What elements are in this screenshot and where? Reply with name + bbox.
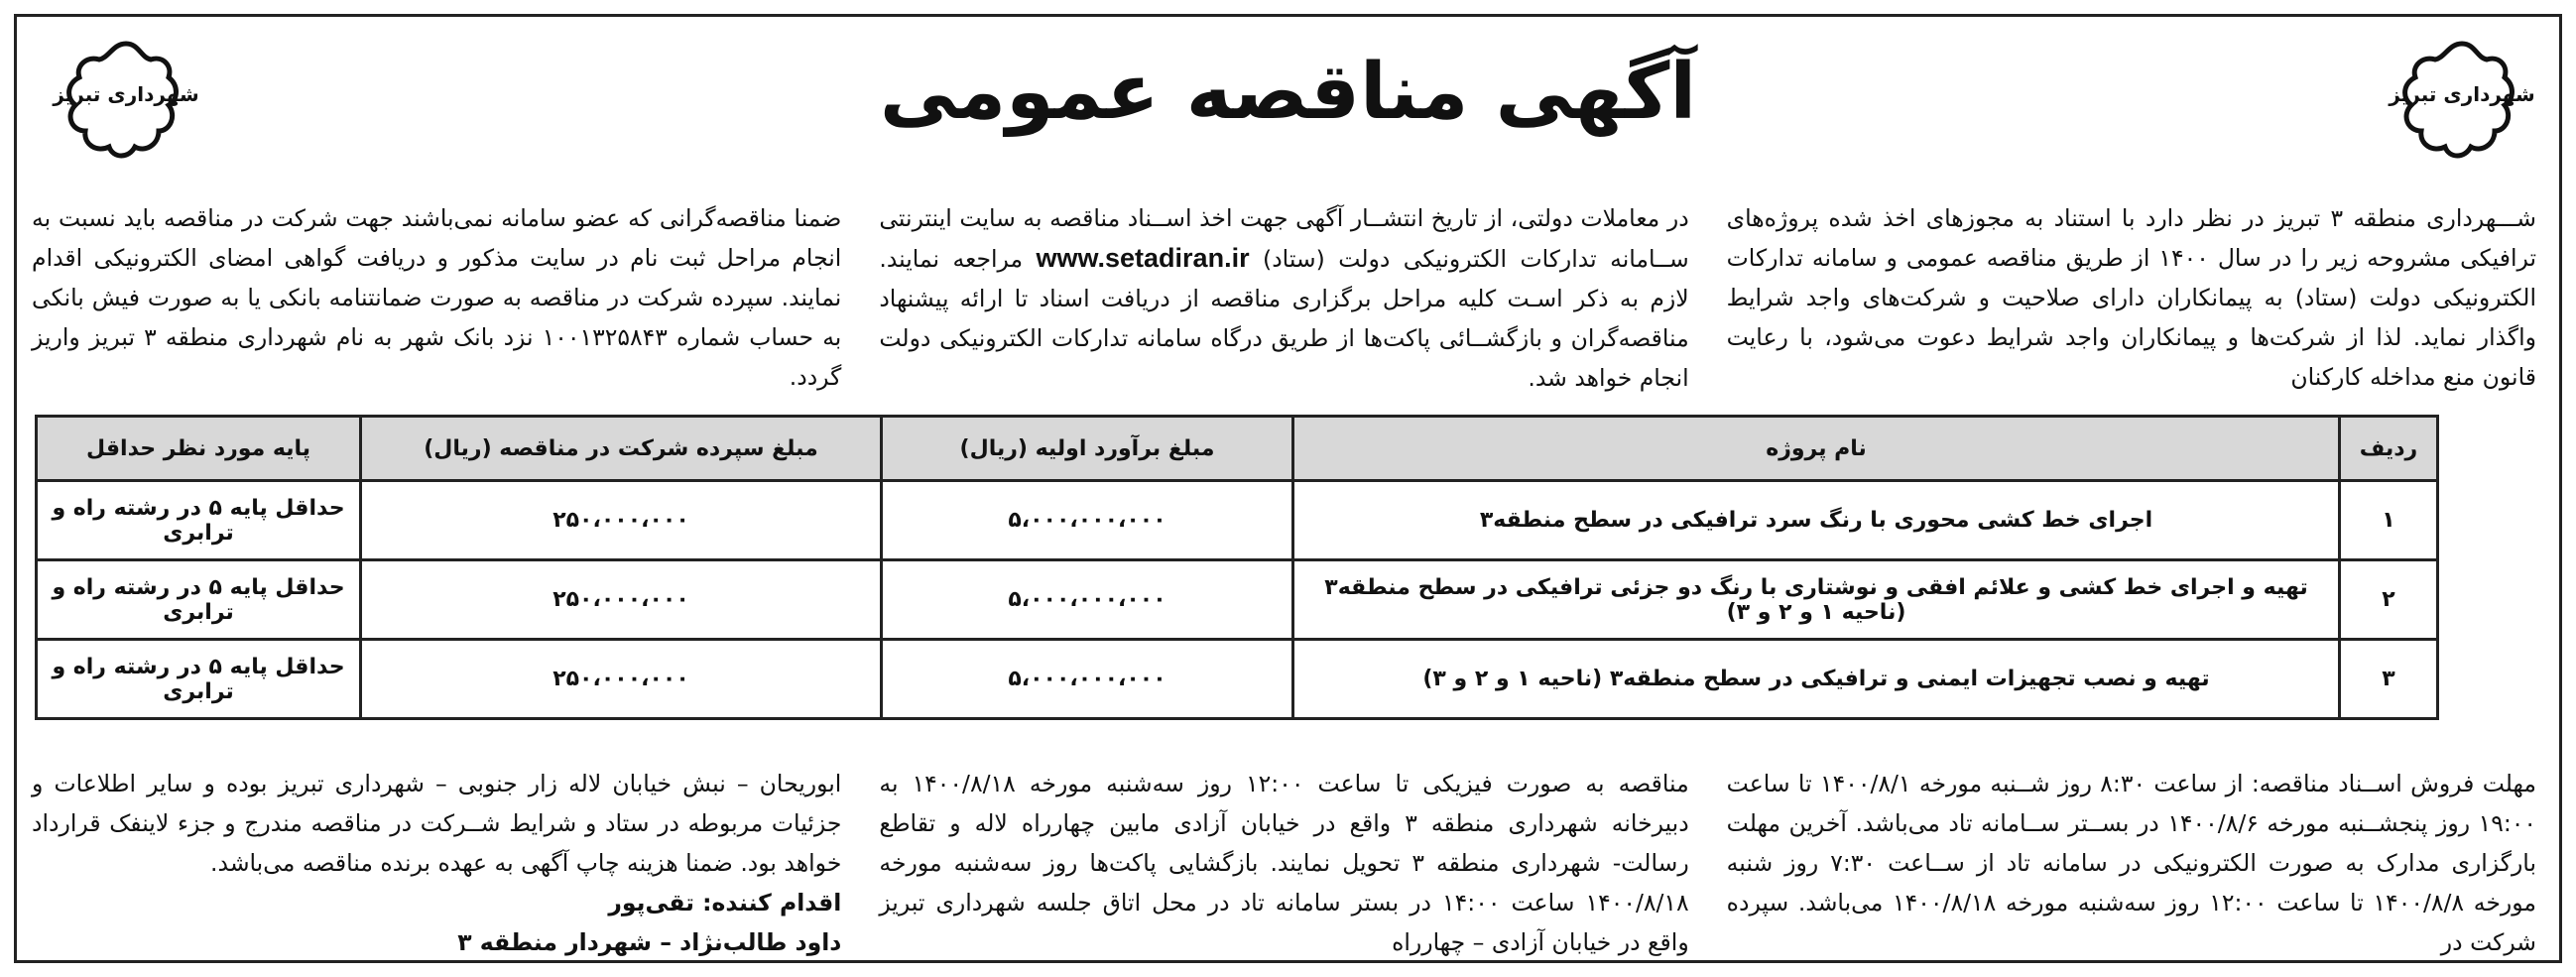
details-paragraph-3-text: ابوریحان – نبش خیابان لاله زار جنوبی – شهرداری تبریز بوده و سایر اطلاعات و جزئیات مربوطه در ستاد و شرایط شــرکت در مناقصه مندرج و جزء لاینفک قرارداد خواهد بود. ضمنا هزینه چاپ آگهی به عهده برنده مناقصه می‌باشد. — [32, 770, 842, 877]
row-number: ۳ — [2340, 640, 2438, 719]
table-row — [37, 560, 2438, 640]
deposit-amount: ۲۵۰،۰۰۰،۰۰۰ — [361, 481, 882, 560]
intro-paragraph-2-end: مراجعه نمایند. لازم به ذکر اسـت کلیه مراحل برگزاری مناقصه از دریافت اسناد تا ارائه پیشنهاد مناقصه‌گران و بازگشــائی پاکت‌ها از طریق درگاه سامانه تدارکات الکترونیکی دولت انجام خواهد شد. — [879, 245, 1689, 392]
header-grade: پایه مورد نظر حداقل — [37, 417, 361, 481]
details-paragraph-1: مهلت فروش اســناد مناقصه: از ساعت ۸:۳۰ روز شــنبه مورخه ۱۴۰۰/۸/۱ تا ساعت ۱۹:۰۰ روز پنجشــنبه مورخه ۱۴۰۰/۸/۶ در بســتر ســامانه تاد می‌باشد. آخرین مهلت بارگزاری مدارک به صورت الکترونیکی در سامانه تاد از ســاعت ۷:۳۰ روز شنبه مورخه ۱۴۰۰/۸/۸ تا ساعت ۱۲:۰۰ روز سه‌شنبه مورخه ۱۴۰۰/۸/۱۸ می‌باشد. سپرده شرکت در — [1726, 770, 2536, 956]
signature: داود طالب‌نژاد – شهردار منطقه ۳ — [457, 928, 842, 956]
minimum-grade: حداقل پایه ۵ در رشته راه و ترابری — [37, 481, 361, 560]
intro-paragraph-3: ضمنا مناقصه‌گرانی که عضو سامانه نمی‌باشند جهت شرکت در مناقصه باید نسبت به انجام مراحل ثبت نام در سایت مذکور و دریافت گواهی امضای الکترونیکی اقدام نمایند. سپرده شرکت در مناقصه به صورت ضمانتنامه بانکی یا به صورت فیش بانکی به حساب شماره ۱۰۰۱۳۲۵۸۴۳ نزد بانک شهر به نام شهرداری منطقه ۳ تبریز واریز گردد. — [32, 204, 842, 391]
details-paragraph-2: مناقصه به صورت فیزیکی تا ساعت ۱۲:۰۰ روز سه‌شنبه مورخه ۱۴۰۰/۸/۱۸ به دبیرخانه شهرداری منطقه ۳ واقع در خیابان آزادی مابین چهارراه لاله و تقاطع رسالت- شهرداری منطقه ۳ تحویل نمایند. بازگشایی پاکت‌ها روز سه‌شنبه مورخه ۱۴۰۰/۸/۱۸ ساعت ۱۴:۰۰ در بستر سامانه تاد در محل اتاق جلسه شهرداری تبریز واقع در خیابان آزادی – چهارراه — [879, 770, 1689, 956]
deposit-amount: ۲۵۰،۰۰۰،۰۰۰ — [361, 640, 882, 719]
projects-table — [35, 415, 2439, 720]
notice-title: آگهی مناقصه عمومی — [879, 48, 1697, 137]
intro-paragraph-1: شـــهرداری منطقه ۳ تبریز در نظر دارد با استناد به مجوزهای اخذ شده پروژه‌های ترافیکی مشروحه زیر را در سال ۱۴۰۰ از طریق مناقصه عمومی و سامانه تدارکات الکترونیکی دولت (ستاد) به پیمانکاران دارای صلاحیت و شرکت‌های واجد شرایط واگذار نماید. لذا از شرکت‌ها و پیمانکاران واجد شرایط دعوت می‌شود، با رعایت قانون منع مداخله کارکنان — [1726, 204, 2537, 391]
row-number: ۲ — [2340, 560, 2438, 640]
action-by: اقدام کننده: تقی‌پور — [608, 889, 842, 916]
intro-paragraph-2 — [879, 198, 1688, 397]
table-row — [37, 640, 2438, 719]
project-name: اجرای خط کشی محوری با رنگ سرد ترافیکی در سطح منطقه۳ — [1293, 481, 2340, 560]
project-name: تهیه و نصب تجهیزات ایمنی و ترافیکی در سطح منطقه۳ (ناحیه ۱ و ۲ و ۳) — [1293, 640, 2340, 719]
header-deposit: مبلغ سپرده شرکت در مناقصه (ریال) — [361, 417, 882, 481]
row-number: ۱ — [2340, 481, 2438, 560]
table-header-row — [37, 417, 2438, 481]
deposit-amount: ۲۵۰،۰۰۰،۰۰۰ — [361, 560, 882, 640]
details-section — [32, 764, 2536, 962]
minimum-grade: حداقل پایه ۵ در رشته راه و ترابری — [37, 640, 361, 719]
project-name: تهیه و اجرای خط کشی و علائم افقی و نوشتاری با رنگ دو جزئی ترافیکی در سطح منطقه۳ (ناحیه ۱ و ۲ و ۳) — [1293, 560, 2340, 640]
table-row — [37, 481, 2438, 560]
estimate-amount: ۵،۰۰۰،۰۰۰،۰۰۰ — [882, 560, 1293, 640]
header-row-no: ردیف — [2340, 417, 2438, 481]
header-estimate: مبلغ برآورد اولیه (ریال) — [882, 417, 1293, 481]
estimate-amount: ۵،۰۰۰،۰۰۰،۰۰۰ — [882, 481, 1293, 560]
minimum-grade: حداقل پایه ۵ در رشته راه و ترابری — [37, 560, 361, 640]
details-paragraph-3 — [32, 764, 841, 962]
header-project: نام پروژه — [1293, 417, 2340, 481]
logo-left-text: شهرداری تبریز — [53, 82, 199, 106]
intro-paragraph-2-start: در معاملات دولتی، از تاریخ انتشــار آگهی جهت اخذ اســناد مناقصه به سایت اینترنتی ســامانه تدارکات الکترونیکی دولت (ستاد) — [879, 204, 1689, 273]
setadiran-link[interactable]: www.setadiran.ir — [1036, 243, 1250, 273]
logo-right-text: شهرداری تبریز — [2389, 82, 2535, 106]
estimate-amount: ۵،۰۰۰،۰۰۰،۰۰۰ — [882, 640, 1293, 719]
intro-section — [32, 198, 2536, 397]
